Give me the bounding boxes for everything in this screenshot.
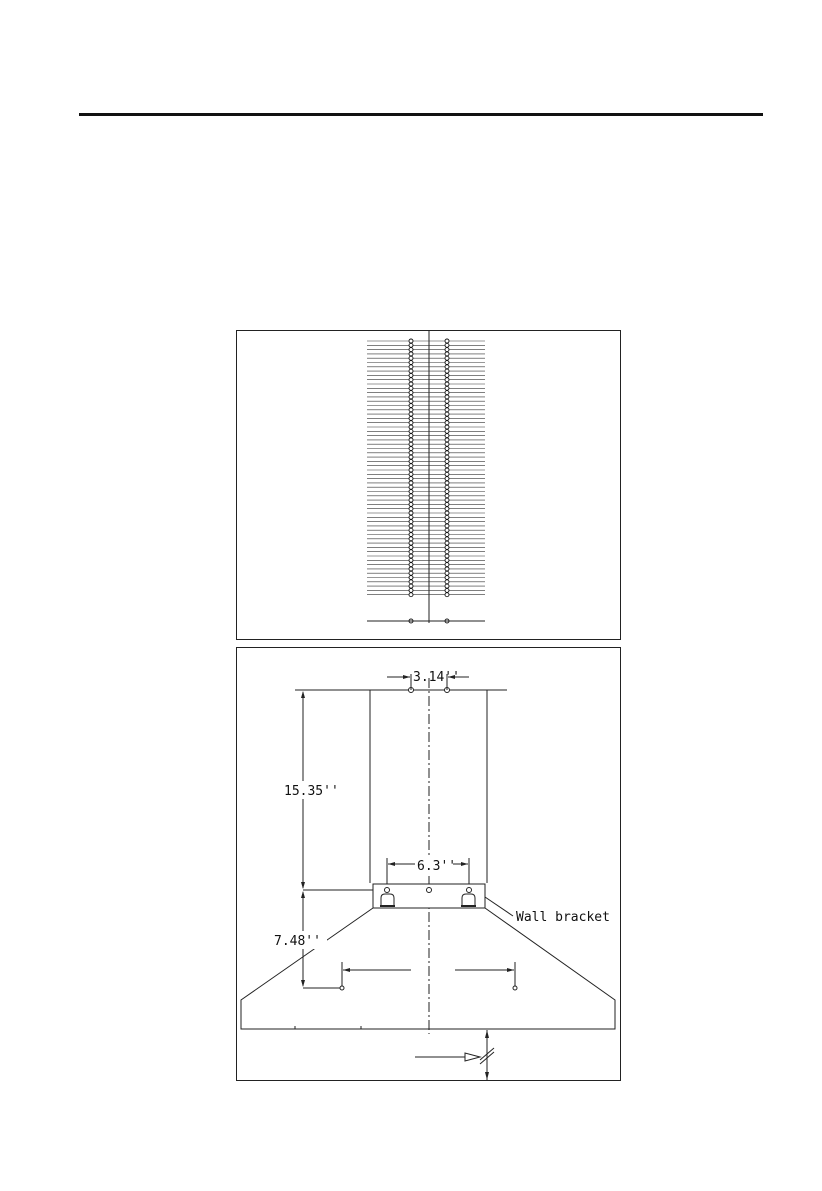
template-hole xyxy=(445,442,449,446)
template-hole xyxy=(409,391,413,395)
template-hole xyxy=(445,511,449,515)
template-hole xyxy=(445,515,449,519)
dim-vert-lower-arrow-top xyxy=(301,891,305,898)
bracket-hole-right xyxy=(467,888,472,893)
template-hole xyxy=(409,481,413,485)
template-hole xyxy=(445,416,449,420)
template-hole xyxy=(409,447,413,451)
template-hole xyxy=(445,520,449,524)
template-hole xyxy=(445,421,449,425)
template-hole xyxy=(409,588,413,592)
template-hole xyxy=(409,361,413,365)
lower-arrow-left-head xyxy=(343,968,350,972)
template-hole xyxy=(409,490,413,494)
template-hole xyxy=(445,485,449,489)
template-hole xyxy=(445,447,449,451)
template-hole xyxy=(409,399,413,403)
template-hole xyxy=(409,533,413,537)
template-hole xyxy=(409,485,413,489)
template-hole xyxy=(445,507,449,511)
template-hole xyxy=(445,528,449,532)
template-hole xyxy=(445,576,449,580)
dim-bracket-arrowhead-right xyxy=(461,862,468,866)
template-hole xyxy=(445,412,449,416)
template-hole xyxy=(445,339,449,343)
dim-bracket-arrowhead-left xyxy=(388,862,395,866)
template-hole xyxy=(409,434,413,438)
template-hole xyxy=(409,459,413,463)
template-hole xyxy=(445,464,449,468)
template-hole xyxy=(445,451,449,455)
template-hole xyxy=(445,481,449,485)
template-hole xyxy=(409,576,413,580)
template-hole xyxy=(445,352,449,356)
template-hole xyxy=(409,563,413,567)
clearance-arrow-bottom xyxy=(485,1072,489,1080)
template-hole xyxy=(445,545,449,549)
template-hole xyxy=(409,537,413,541)
template-hole xyxy=(409,580,413,584)
template-hole xyxy=(409,584,413,588)
template-hole xyxy=(409,421,413,425)
template-hole xyxy=(445,533,449,537)
template-hole xyxy=(409,416,413,420)
template-hole xyxy=(445,571,449,575)
template-hole xyxy=(445,434,449,438)
template-hole xyxy=(409,373,413,377)
template-hole xyxy=(445,524,449,528)
template-hole xyxy=(409,528,413,532)
template-hole xyxy=(445,593,449,597)
wall-bracket-label: Wall bracket xyxy=(516,910,610,925)
template-hole xyxy=(445,395,449,399)
template-hole xyxy=(445,404,449,408)
template-hole xyxy=(445,537,449,541)
template-hole xyxy=(409,343,413,347)
template-hole xyxy=(409,425,413,429)
template-hole xyxy=(409,369,413,373)
template-hole xyxy=(409,554,413,558)
template-hole xyxy=(409,524,413,528)
template-hole xyxy=(445,554,449,558)
wall-template-panel xyxy=(236,330,621,640)
template-hole xyxy=(445,477,449,481)
template-hole xyxy=(409,520,413,524)
dim-top-hole-spacing: 3.14'' xyxy=(413,670,460,685)
template-hole xyxy=(445,550,449,554)
template-hole xyxy=(445,365,449,369)
template-hole xyxy=(445,580,449,584)
template-hole xyxy=(445,386,449,390)
hole-rows xyxy=(367,339,485,597)
template-hole xyxy=(409,567,413,571)
template-hole xyxy=(445,429,449,433)
template-hole xyxy=(409,386,413,390)
template-hole xyxy=(409,550,413,554)
template-hole xyxy=(445,391,449,395)
template-hole xyxy=(409,472,413,476)
template-hole xyxy=(409,507,413,511)
template-hole xyxy=(409,348,413,352)
clearance-pointer-head xyxy=(465,1053,480,1061)
template-hole xyxy=(445,502,449,506)
template-hole xyxy=(409,558,413,562)
template-hole xyxy=(409,442,413,446)
template-hole xyxy=(409,382,413,386)
template-hole xyxy=(409,438,413,442)
hood-canopy-outline xyxy=(241,908,615,1029)
template-hole xyxy=(445,455,449,459)
template-hole xyxy=(445,361,449,365)
template-hole xyxy=(445,558,449,562)
template-hole xyxy=(409,412,413,416)
template-hole xyxy=(409,515,413,519)
template-hole xyxy=(445,343,449,347)
hood-installation-panel xyxy=(236,647,621,1081)
template-hole xyxy=(445,498,449,502)
template-hole xyxy=(445,490,449,494)
template-hole xyxy=(409,339,413,343)
template-hole xyxy=(445,541,449,545)
template-hole xyxy=(409,494,413,498)
template-hole xyxy=(409,404,413,408)
template-hole xyxy=(409,408,413,412)
template-hole xyxy=(409,502,413,506)
template-hole xyxy=(409,498,413,502)
template-hole xyxy=(445,588,449,592)
dim-bracket-hole-spacing: 6.3'' xyxy=(417,859,457,874)
template-hole xyxy=(445,408,449,412)
lower-arrow-right-head xyxy=(507,968,514,972)
template-hole xyxy=(409,395,413,399)
template-hole xyxy=(409,455,413,459)
bracket-hole-center xyxy=(427,888,432,893)
wall-bracket-leader xyxy=(485,897,513,916)
template-hole xyxy=(445,563,449,567)
template-hole xyxy=(445,348,449,352)
template-hole xyxy=(445,459,449,463)
bracket-hole-left xyxy=(385,888,390,893)
template-hole xyxy=(445,494,449,498)
lower-hole-left xyxy=(340,986,344,990)
template-hole xyxy=(445,472,449,476)
template-hole xyxy=(445,378,449,382)
template-hole xyxy=(445,356,449,360)
template-hole xyxy=(409,464,413,468)
dim-vert-lower-arrow-bottom xyxy=(301,980,305,987)
template-hole xyxy=(409,429,413,433)
header-rule xyxy=(79,113,763,116)
dim-top-arrowhead-left xyxy=(403,675,410,679)
template-hole xyxy=(409,571,413,575)
template-hole xyxy=(445,382,449,386)
lower-hole-right xyxy=(513,986,517,990)
dim-vert-upper-arrow-bottom xyxy=(301,882,305,889)
template-hole xyxy=(409,468,413,472)
template-hole xyxy=(409,365,413,369)
template-hole xyxy=(445,399,449,403)
dim-bracket-height: 15.35'' xyxy=(284,784,339,799)
template-hole xyxy=(409,545,413,549)
hood-installation-drawing xyxy=(237,648,622,1082)
template-hole xyxy=(409,352,413,356)
template-hole xyxy=(445,438,449,442)
clearance-arrow-top xyxy=(485,1030,489,1038)
template-hole xyxy=(445,567,449,571)
template-hole xyxy=(409,541,413,545)
template-hole xyxy=(409,593,413,597)
template-hole xyxy=(445,369,449,373)
template-hole xyxy=(409,356,413,360)
template-hole xyxy=(409,378,413,382)
template-hole xyxy=(409,451,413,455)
dim-vert-upper-arrow-top xyxy=(301,691,305,698)
wall-template-drawing xyxy=(237,331,622,641)
template-hole xyxy=(445,468,449,472)
dim-lower-holes: 7.48'' xyxy=(274,934,321,949)
template-hole xyxy=(409,477,413,481)
template-hole xyxy=(409,511,413,515)
template-hole xyxy=(445,425,449,429)
template-hole xyxy=(445,373,449,377)
template-hole xyxy=(445,584,449,588)
